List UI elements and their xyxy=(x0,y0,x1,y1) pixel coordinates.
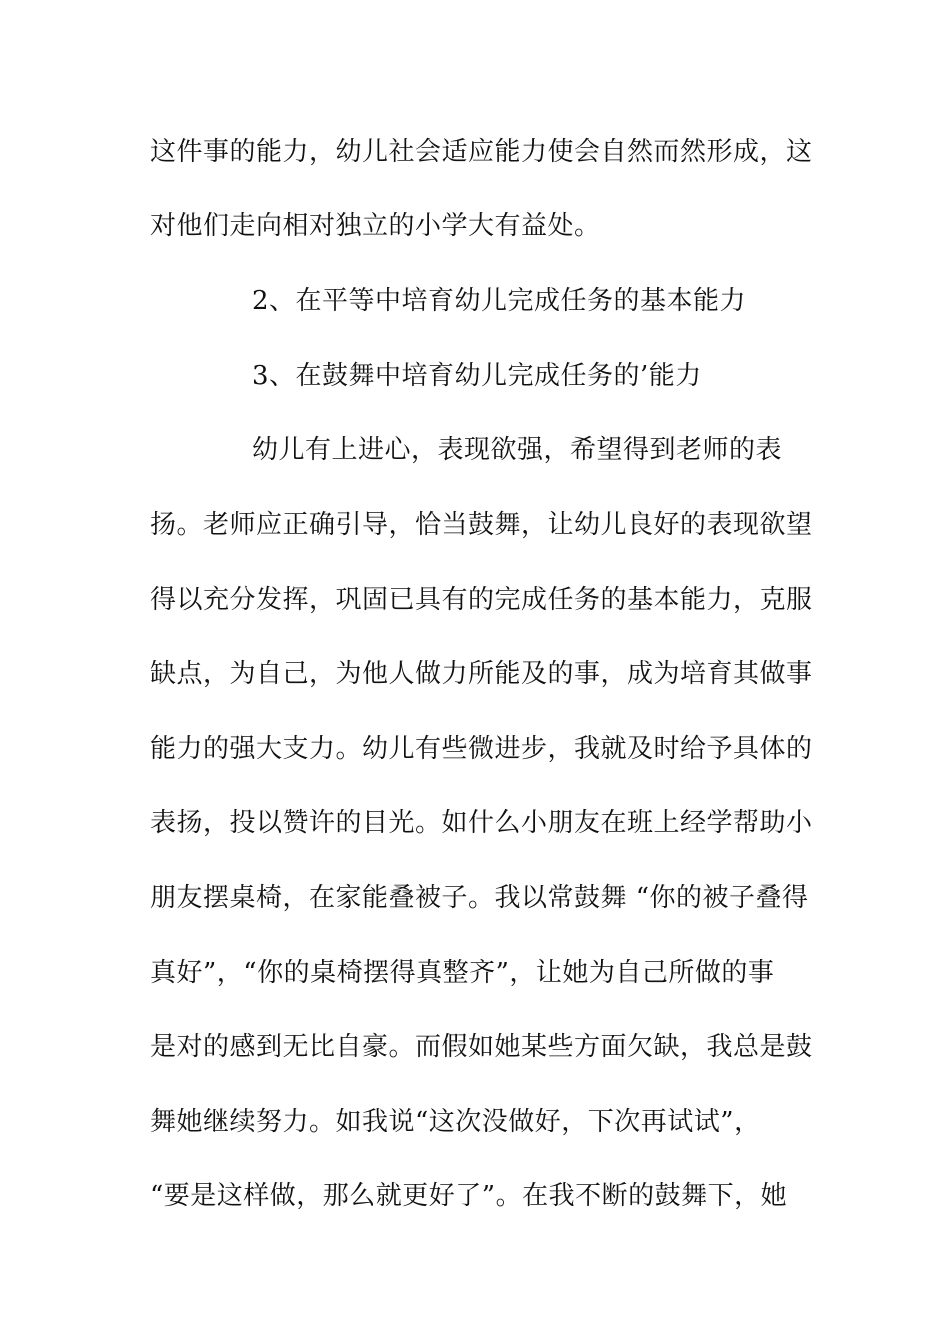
paragraph-line: 真好”，“你的桌椅摆得真整齐”，让她为自己所做的事 xyxy=(150,958,775,988)
paragraph-line: 表扬，投以赞许的目光。如什么小朋友在班上经学帮助小 xyxy=(150,808,813,838)
paragraph-line: 扬。老师应正确引导，恰当鼓舞，让幼儿良好的表现欲望 xyxy=(150,510,813,540)
paragraph-line: 能力的强大支力。幼儿有些微进步，我就及时给予具体的 xyxy=(150,734,813,764)
paragraph-line: “要是这样做，那么就更好了”。在我不断的鼓舞下，她 xyxy=(150,1181,788,1211)
paragraph-line: 幼儿有上进心，表现欲强，希望得到老师的表 xyxy=(252,435,783,465)
paragraph-line: 缺点，为自己，为他人做力所能及的事，成为培育其做事 xyxy=(150,659,813,689)
paragraph-line: 是对的感到无比自豪。而假如她某些方面欠缺，我总是鼓 xyxy=(150,1032,813,1062)
paragraph-line: 朋友摆桌椅，在家能叠被子。我以常鼓舞 “你的被子叠得 xyxy=(150,883,809,913)
paragraph-line: 这件事的能力，幼儿社会适应能力使会自然而然形成，这 xyxy=(150,137,813,167)
section-heading: 2、在平等中培育幼儿完成任务的基本能力 xyxy=(252,286,747,316)
paragraph-line: 得以充分发挥，巩固已具有的完成任务的基本能力，克服 xyxy=(150,585,813,615)
section-heading: 3、在鼓舞中培育幼儿完成任务的’能力 xyxy=(252,361,702,391)
paragraph-line: 舞她继续努力。如我说“这次没做好，下次再试试”， xyxy=(150,1107,761,1137)
paragraph-line: 对他们走向相对独立的小学大有益处。 xyxy=(150,211,601,241)
